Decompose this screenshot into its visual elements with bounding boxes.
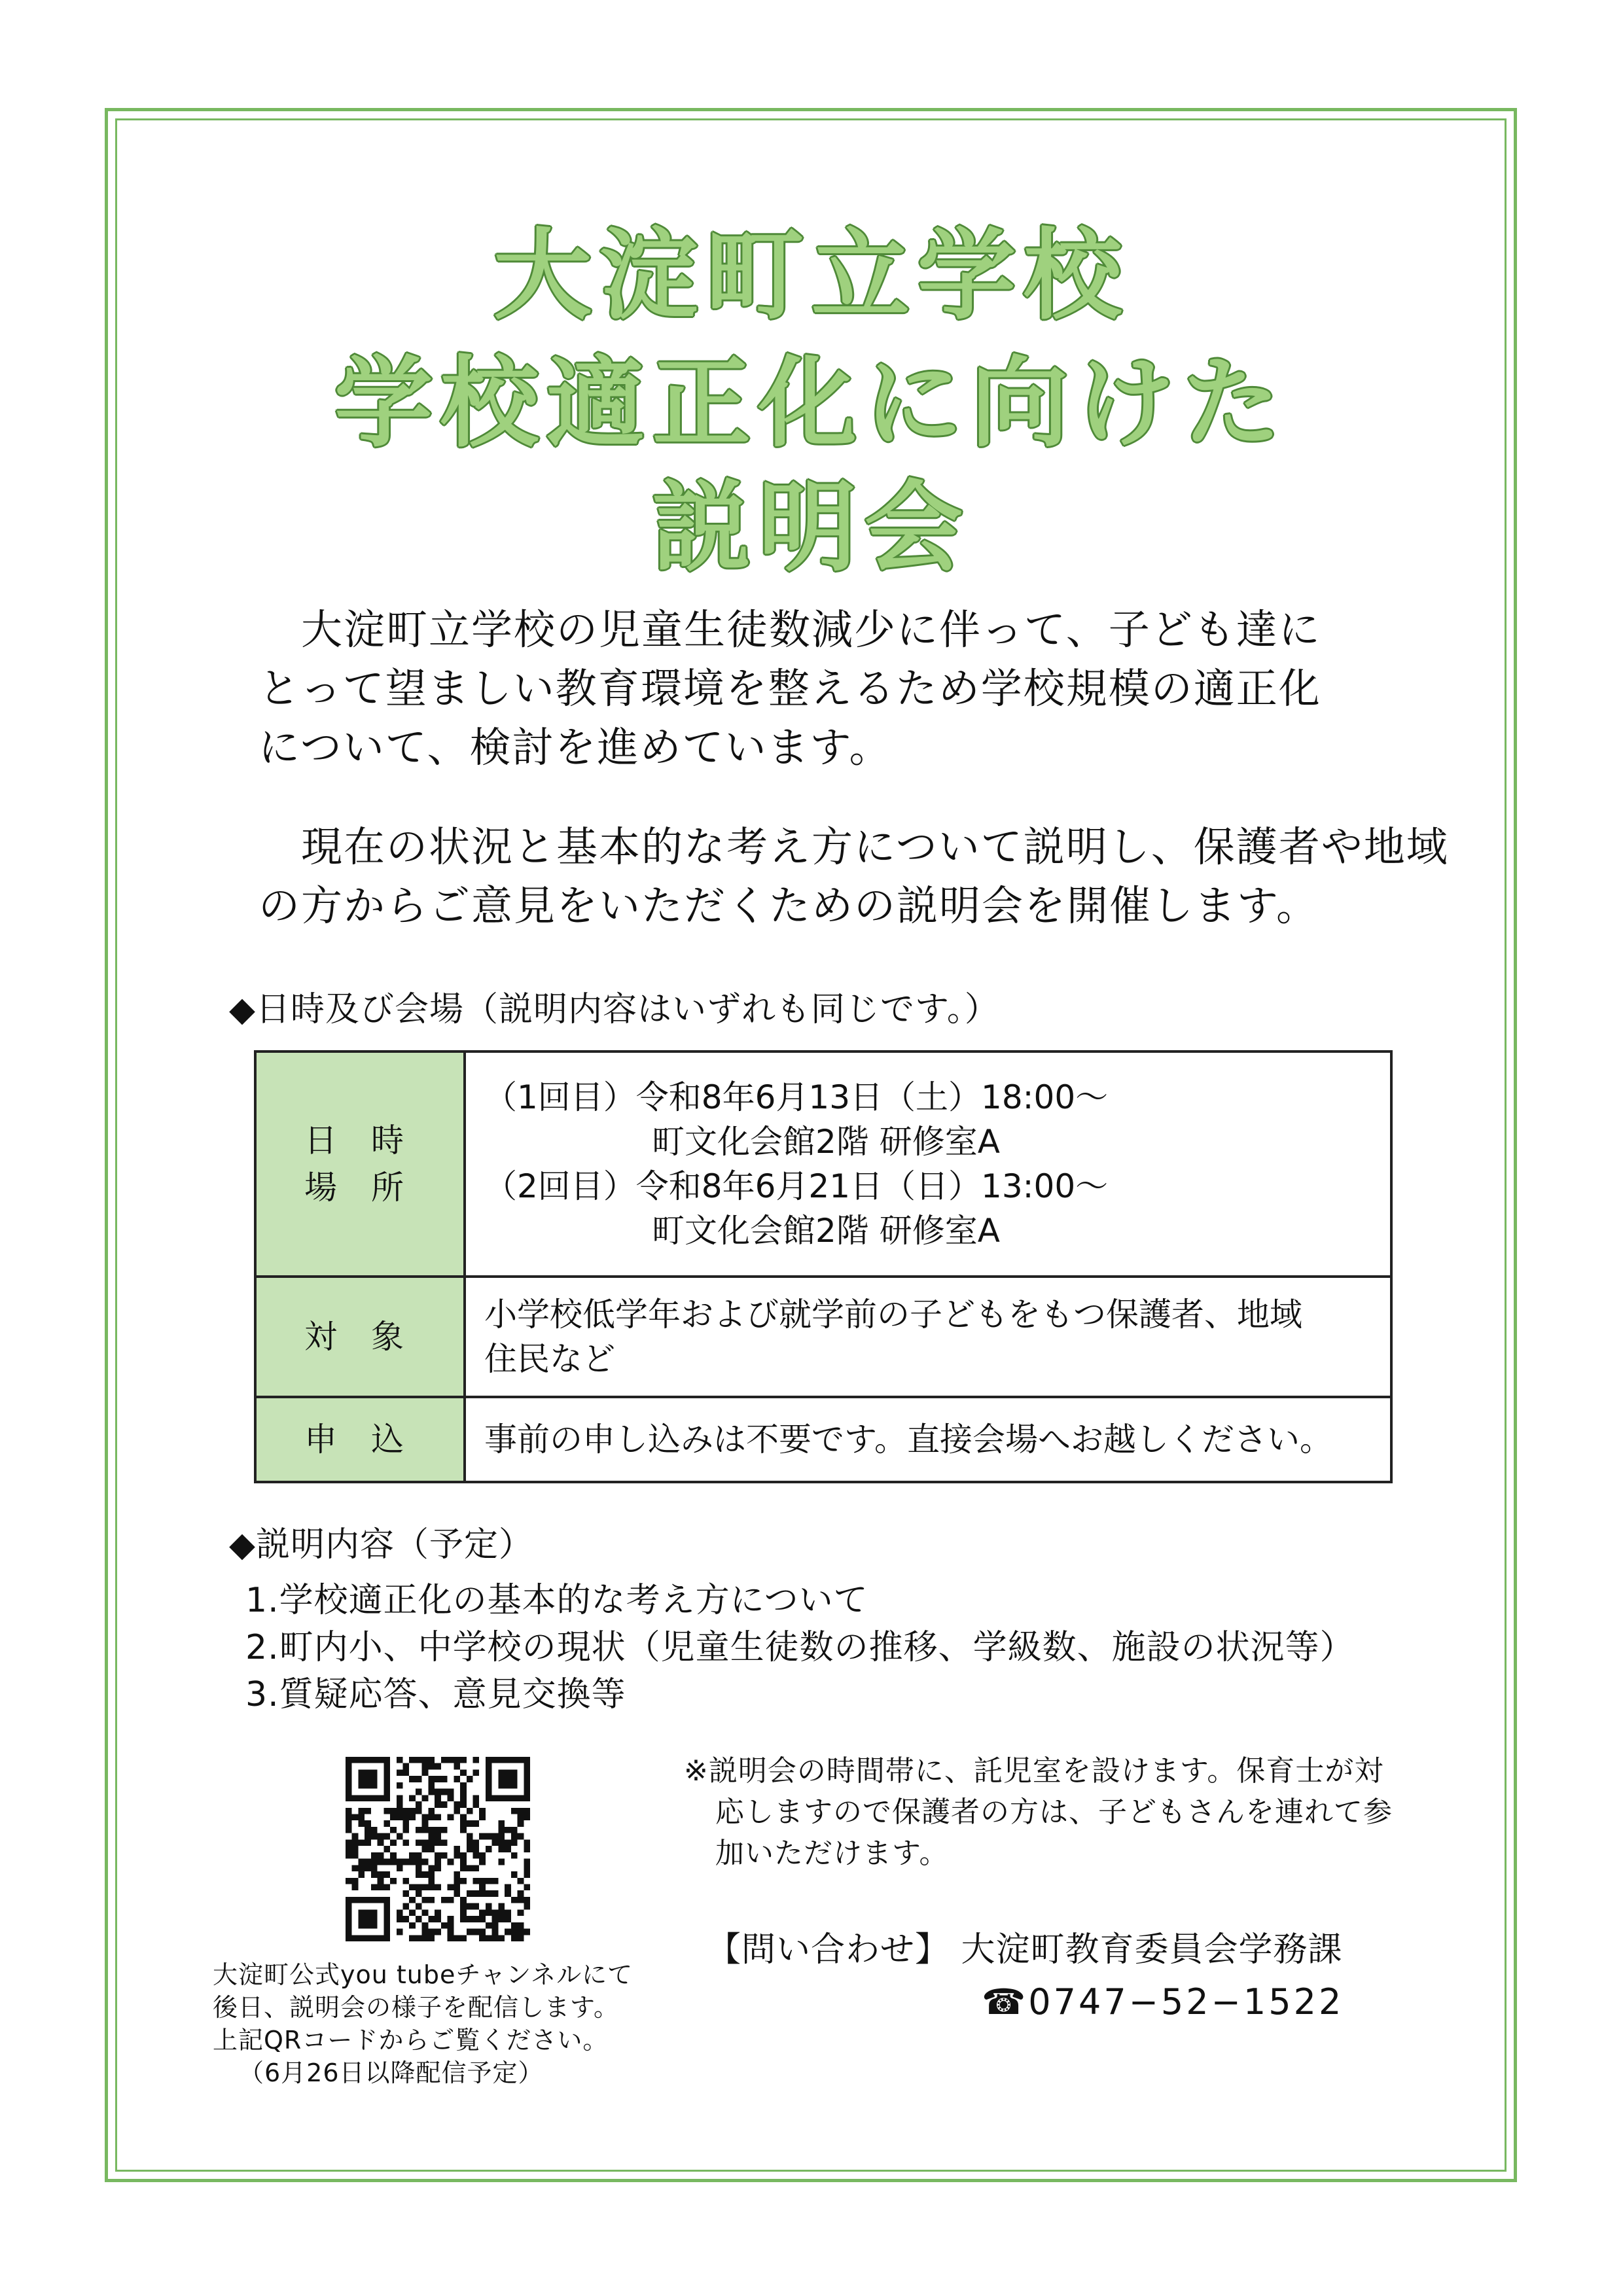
application-text: 事前の申し込みは不要です。直接会場へお越しください。 (484, 1421, 1332, 1458)
table-row (255, 1397, 1391, 1482)
row-header-label: 対 象 (304, 1318, 416, 1356)
intro-line: の方からご意見をいただくための説明会を開催します。 (259, 882, 1319, 930)
intro-paragraph-1 (259, 601, 1436, 777)
intro-line: について、検討を進めています。 (259, 724, 892, 771)
childcare-note (684, 1750, 1393, 1874)
intro-paragraph-2 (259, 818, 1449, 936)
session-2-datetime: （2回目）令和8年6月21日（日）13:00～ (484, 1167, 1109, 1205)
table-header-cell (255, 1397, 465, 1482)
row-header-label: 場 所 (304, 1169, 416, 1207)
schedule-heading: ◆日時及び会場（説明内容はいずれも同じです。） (229, 990, 999, 1029)
intro-line: 大淀町立学校の児童生徒数減少に伴って、子ども達に (259, 606, 1321, 654)
contact-info (707, 1924, 1344, 2028)
intro-line: 現在の状況と基本的な考え方について説明し、保護者や地域 (259, 823, 1449, 871)
qr-caption-line: 上記QRコードからご覧ください。 (213, 2026, 609, 2055)
note-line: 応しますので保護者の方は、子どもさんを連れて参 (715, 1795, 1393, 1829)
title-line-2: 学校適正化に向けた (334, 347, 1289, 461)
session-2-venue: 町文化会館2階 研修室A (652, 1212, 1000, 1250)
row-header-label: 日 時 (304, 1122, 416, 1159)
list-item: 1.学校適正化の基本的な考え方について (245, 1581, 868, 1620)
title-line-3: 説明会 (652, 471, 971, 585)
qr-caption-line: 後日、説明会の様子を配信します。 (213, 1993, 619, 2022)
qr-caption-line: （6月26日以降配信予定） (239, 2058, 544, 2087)
table-value-cell (465, 1277, 1391, 1397)
table-header-cell (255, 1051, 465, 1277)
qr-caption (213, 1958, 633, 2089)
content-list (245, 1577, 1355, 1718)
list-item: 2.町内小、中学校の現状（児童生徒数の推移、学級数、施設の状況等） (245, 1628, 1355, 1667)
table-value-cell (465, 1051, 1391, 1277)
note-line: ※説明会の時間帯に、託児室を設けます。保育士が対 (684, 1754, 1384, 1788)
table-header-cell (255, 1277, 465, 1397)
table-value-cell (465, 1397, 1391, 1482)
title-line-1: 大淀町立学校 (493, 219, 1130, 333)
table-row (255, 1277, 1391, 1397)
intro-line: とって望ましい教育環境を整えるため学校規模の適正化 (259, 665, 1321, 713)
session-1-venue: 町文化会館2階 研修室A (652, 1123, 1000, 1161)
table-row (255, 1051, 1391, 1277)
target-text: 小学校低学年および就学前の子どもをもつ保護者、地域 (484, 1296, 1302, 1333)
target-text: 住民など (484, 1340, 615, 1378)
row-header-label: 申 込 (304, 1421, 416, 1458)
session-1-datetime: （1回目）令和8年6月13日（土）18:00～ (484, 1078, 1109, 1116)
contact-label: 【問い合わせ】 大淀町教育委員会学務課 (707, 1930, 1343, 1969)
schedule-table (254, 1050, 1393, 1483)
content-heading: ◆説明内容（予定） (229, 1525, 533, 1564)
note-line: 加いただけます。 (715, 1837, 949, 1870)
qr-caption-line: 大淀町公式you tubeチャンネルにて (213, 1960, 633, 1989)
list-item: 3.質疑応答、意見交換等 (245, 1675, 626, 1714)
qr-code[interactable] (346, 1757, 530, 1941)
contact-phone: ☎0747−52−1522 (982, 1981, 1344, 2022)
